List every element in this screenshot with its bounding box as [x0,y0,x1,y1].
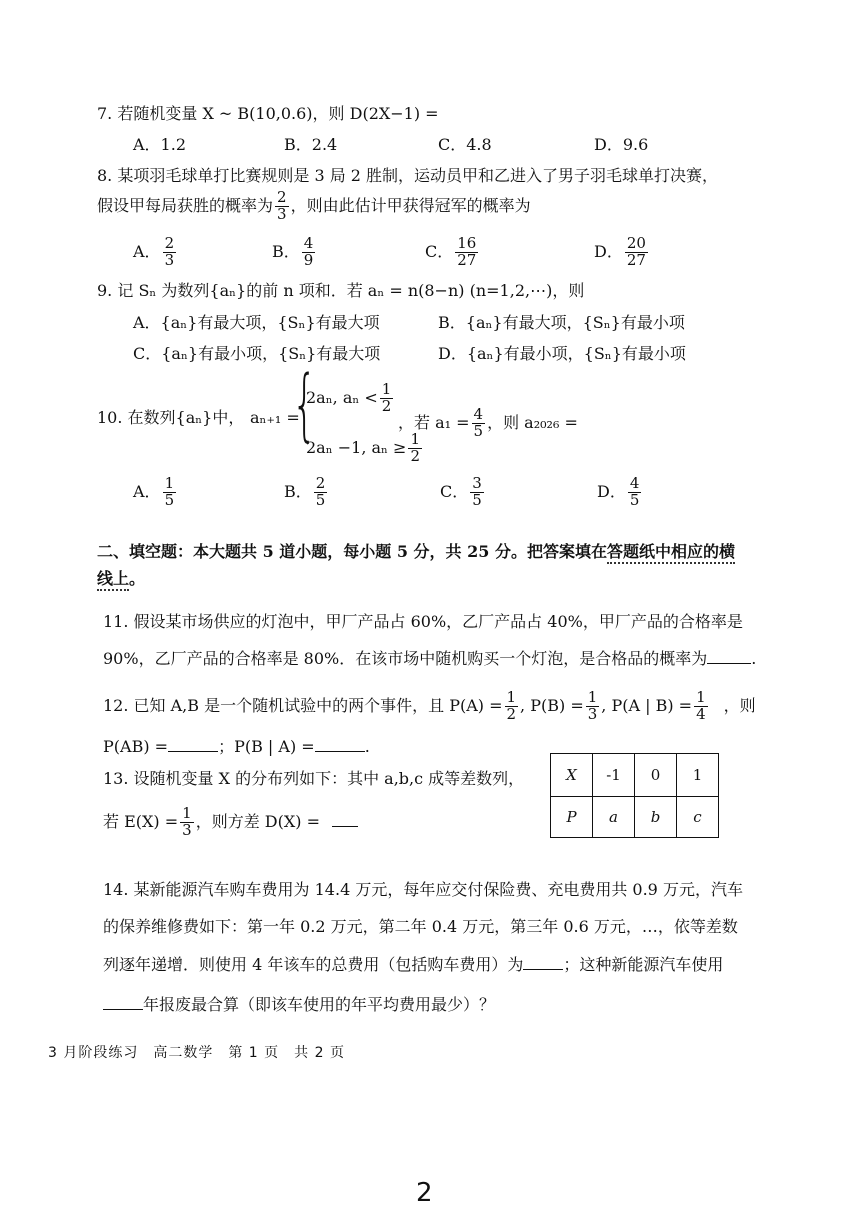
fraction-denominator: 5 [315,490,326,509]
q12-answer-blank-1[interactable] [168,751,218,752]
q11-answer-blank[interactable] [707,663,751,664]
option-label: B． [272,241,300,261]
table-cell: 0 [635,754,677,797]
q11-line1: 11. 假设某市场供应的灯泡中，甲厂产品占 60%，乙厂产品占 40%，甲厂产品的合格率是 [103,612,743,631]
q8-option-d [594,236,650,269]
q14-line4-text: 年报废最合算（即该车使用的年平均费用最少）？ [143,995,496,1014]
q10-option-b [284,476,329,509]
fraction-numerator: 3 [472,474,482,492]
option-label: A． [133,241,161,261]
page-footer: 3 月阶段练习 高二数学 第 1 页 共 2 页 [48,1045,345,1061]
q14-line4 [103,994,495,1016]
q12-line2 [103,736,370,758]
fraction-numerator: 1 [506,688,517,706]
q11-period: . [751,649,757,668]
fraction-denominator: 3 [164,250,175,269]
q8-stem-line1: 8. 某项羽毛球单打比赛规则是 3 局 2 胜制，运动员甲和乙进入了男子羽毛球单打决赛， [97,166,719,185]
option-label: D． [597,481,626,501]
q12-pab-label: P(AB) = [103,737,169,756]
q10-lhs: aₙ₊₁ = [250,408,300,427]
fraction-numerator: 2 [277,188,287,206]
q13-answer-blank[interactable] [332,826,358,827]
q9-option-d: D．{aₙ}有最小项，{Sₙ}有最小项 [438,344,686,363]
fraction-numerator: 1 [381,380,392,398]
q7-option-d: D．9.6 [594,135,649,154]
q9-option-a: A．{aₙ}有最大项，{Sₙ}有最大项 [133,313,380,332]
q14-answer-blank-1[interactable] [523,969,563,970]
fraction-denominator: 9 [303,250,314,269]
q7-option-b: B．2.4 [284,135,338,154]
q12-separator: ； [218,737,235,756]
q7-option-a: A．1.2 [133,135,187,154]
q8-stem-fraction [275,190,289,223]
q8-option-c [425,236,480,269]
q11-line2 [103,648,756,670]
fraction-denominator: 2 [506,704,517,723]
q8-stem-text-b: ，则由此估计甲获得冠军的概率为 [290,195,531,215]
fraction-numerator: 1 [164,474,175,492]
fraction-numerator: 4 [473,405,484,423]
fraction-denominator: 5 [629,490,640,509]
q7-option-c: C．4.8 [438,135,492,154]
q12-period: . [364,737,370,756]
q12-pba-label: P(B | A) = [234,737,315,756]
q12-line1 [103,690,756,723]
section2-period: 。 [129,569,146,588]
fraction-numerator: 4 [303,234,314,252]
q7-stem: 7. 若随机变量 X ~ B(10,0.6)，则 D(2X−1) = [97,104,439,123]
q14-answer-blank-2[interactable] [103,1009,143,1010]
q8-stem-line2 [97,190,531,223]
fraction-numerator: 2 [164,234,175,252]
q12-prefix: 12. 已知 A,B 是一个随机试验中的两个事件，且 P(A) = [103,695,503,715]
q10-condition [398,407,578,440]
q12-pab-text: , P(A | B) = [601,695,693,715]
case1-expression: 2aₙ, aₙ < [306,387,378,407]
q8-option-b [272,236,317,269]
fraction-denominator: 27 [626,250,646,269]
option-label: C． [440,481,469,501]
fraction-numerator: 1 [587,688,598,706]
fraction-denominator: 2 [381,396,392,415]
table-row [551,797,719,838]
fraction-denominator: 27 [457,250,477,269]
fraction-numerator: 4 [629,474,640,492]
fraction-denominator: 3 [277,204,287,223]
q8-stem-text-a: 假设甲每局获胜的概率为 [97,195,274,215]
page-number: 2 [416,1178,433,1208]
case2-expression: 2aₙ −1, aₙ ≥ [306,437,407,457]
option-label: B． [284,481,312,501]
condition-text-b: ，则 a₂₀₂₆ = [487,412,578,432]
table-cell: X [551,754,593,797]
q10-option-c [440,476,486,509]
section2-emphasis-text-2: 线上 [97,569,129,591]
section2-heading-text: 二、填空题：本大题共 5 道小题，每小题 5 分，共 25 分。把答案填在 [97,542,607,561]
q13-line2-text-b: ，则方差 D(X) = [195,811,320,831]
q13-line1: 13. 设随机变量 X 的分布列如下：其中 a,b,c 成等差数列， [103,769,525,788]
q13-line2-text-a: 若 E(X) = [103,811,179,831]
table-cell: -1 [593,754,635,797]
table-cell: c [677,797,719,838]
q10-option-a [133,476,178,509]
option-label: C． [425,241,454,261]
q12-suffix: ，则 [723,695,756,715]
section2-heading [97,541,735,563]
q14-line1: 14. 某新能源汽车购车费用为 14.4 万元，每年应交付保险费、充电费用共 0.9 万元，汽车 [103,880,743,899]
section2-emphasis-text: 答题纸中相应的横 [607,542,735,564]
fraction-numerator: 1 [182,804,192,822]
fraction-numerator: 20 [626,234,646,252]
fraction-numerator: 2 [315,474,326,492]
q9-stem: 9. 记 Sₙ 为数列{aₙ}的前 n 项和．若 aₙ = n(8−n) (n=1,2,⋯)，则 [97,281,585,300]
table-cell: b [635,797,677,838]
table-cell: 1 [677,754,719,797]
q10-case1 [306,382,395,415]
option-label: D． [594,241,623,261]
q14-line3-text-a: 列逐年递增．则使用 4 年该车的总费用（包括购车费用）为 [103,955,524,974]
fraction-numerator: 16 [457,234,477,252]
q13-line2 [103,806,358,839]
q14-line3-text-b: ；这种新能源汽车使用 [563,955,724,974]
fraction-numerator: 1 [410,430,420,448]
fraction-numerator: 1 [696,688,706,706]
fraction-denominator: 4 [696,704,706,723]
q14-line3 [103,954,723,976]
q10-prefix: 10. 在数列{aₙ}中， [97,408,245,427]
q10-option-d [597,476,643,509]
fraction-denominator: 3 [587,704,598,723]
q9-option-b: B．{aₙ}有最大项，{Sₙ}有最小项 [438,313,685,332]
table-cell: P [551,797,593,838]
condition-text-a: ，若 a₁ = [398,412,470,432]
table-cell: a [593,797,635,838]
option-label: A． [133,481,161,501]
distribution-table [550,753,719,838]
q9-option-c: C．{aₙ}有最小项，{Sₙ}有最大项 [133,344,381,363]
fraction-denominator: 5 [472,490,482,509]
piecewise-brace: { [292,360,317,450]
q12-pb-text: , P(B) = [520,695,584,715]
fraction-denominator: 5 [164,490,175,509]
q8-option-a [133,236,178,269]
fraction-denominator: 3 [182,820,192,839]
table-row [551,754,719,797]
fraction-denominator: 2 [410,446,420,465]
q12-answer-blank-2[interactable] [315,751,365,752]
fraction-denominator: 5 [473,421,484,440]
section2-heading-line2 [97,568,145,590]
q14-line2: 的保养维修费如下：第一年 0.2 万元，第二年 0.4 万元，第三年 0.6 万元，…，依等差数 [103,917,738,936]
q11-line2-text: 90%，乙厂产品的合格率是 80%．在该市场中随机购买一个灯泡，是合格品的概率为 [103,649,708,668]
